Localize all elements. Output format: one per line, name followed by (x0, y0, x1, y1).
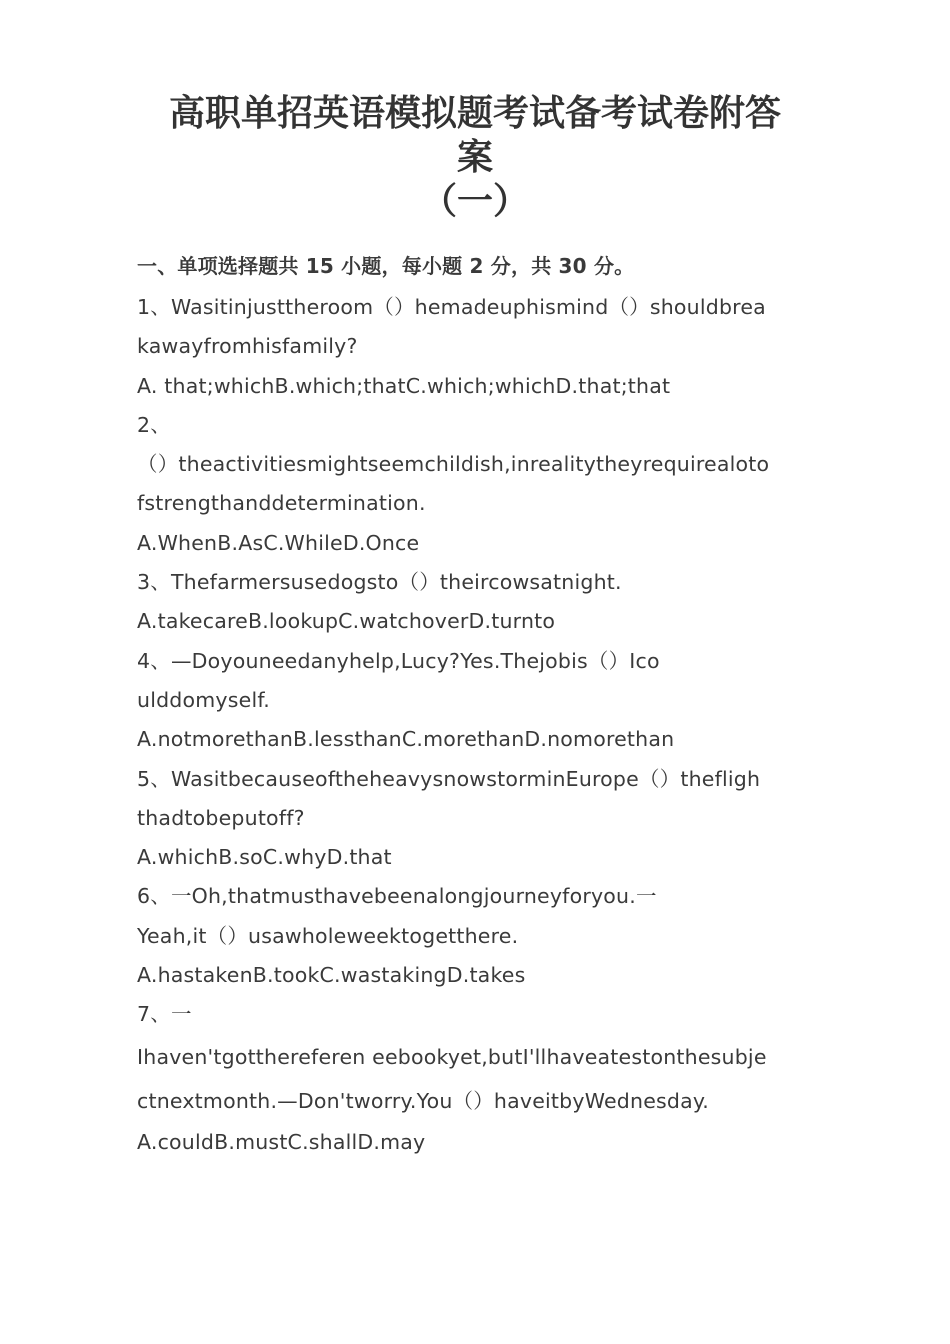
text-line: 3、Thefarmersusedogsto（）theircowsatnight. (137, 570, 622, 595)
text-line: A.hastakenB.tookC.wastakingD.takes (137, 963, 526, 988)
title-line-1: 高职单招英语模拟题考试备考试卷附答 (168, 93, 781, 134)
text-line: A.whichB.soC.whyD.that (137, 845, 392, 870)
text-line: Yeah,it（）usawholeweektogetthere. (137, 923, 519, 948)
text-line: A.couldB.mustC.shallD.may (137, 1129, 426, 1154)
document-body (137, 248, 827, 1162)
text-line: A. that;whichB.which;thatC.which;whichD.that;that (137, 373, 671, 398)
text-line: ctnextmonth.—Don'tworry.You（）haveitbyWednesday. (137, 1088, 709, 1113)
text-line: ulddomyself. (137, 687, 270, 712)
text-line: kawayfromhisfamily? (137, 334, 358, 359)
text-line: 1、Wasitinjusttheroom（）hemadeuphismind（）shouldbrea (137, 295, 766, 319)
text-line: A.takecareB.lookupC.watchoverD.turnto (137, 609, 556, 634)
text-line: 6、一Oh,thatmusthavebeenalongjourneyforyou.一 (137, 884, 657, 909)
text-line: 7、一 (137, 1002, 192, 1027)
text-line: A.notmorethanB.lessthanC.morethanD.nomorethan (137, 727, 675, 752)
text-line: fstrengthanddetermination. (137, 491, 426, 516)
text-line: 4、—Doyouneedanyhelp,Lucy?Yes.Thejobis（）Ico (137, 648, 660, 673)
text-line: 2、 (137, 412, 171, 437)
title-line-2: 案 (456, 137, 493, 178)
text-line: 5、WasitbecauseoftheheavysnowstorminEurope（）thefligh (137, 766, 761, 791)
text-line: A.WhenB.AsC.WhileD.Once (137, 530, 420, 555)
section-heading: 一、单项选择题共 15 小题，每小题 2 分，共 30 分。 (137, 254, 635, 278)
text-line: Ihaven'tgotthereferen eebookyet,butI'llhaveatestonthesubje (137, 1044, 767, 1069)
text-line: thadtobeputoff? (137, 805, 305, 830)
document-title (130, 92, 820, 224)
title-line-3: （一） (420, 181, 529, 222)
text-line: （）theactivitiesmightseemchildish,inrealitytheyrequirealoto (137, 452, 770, 477)
